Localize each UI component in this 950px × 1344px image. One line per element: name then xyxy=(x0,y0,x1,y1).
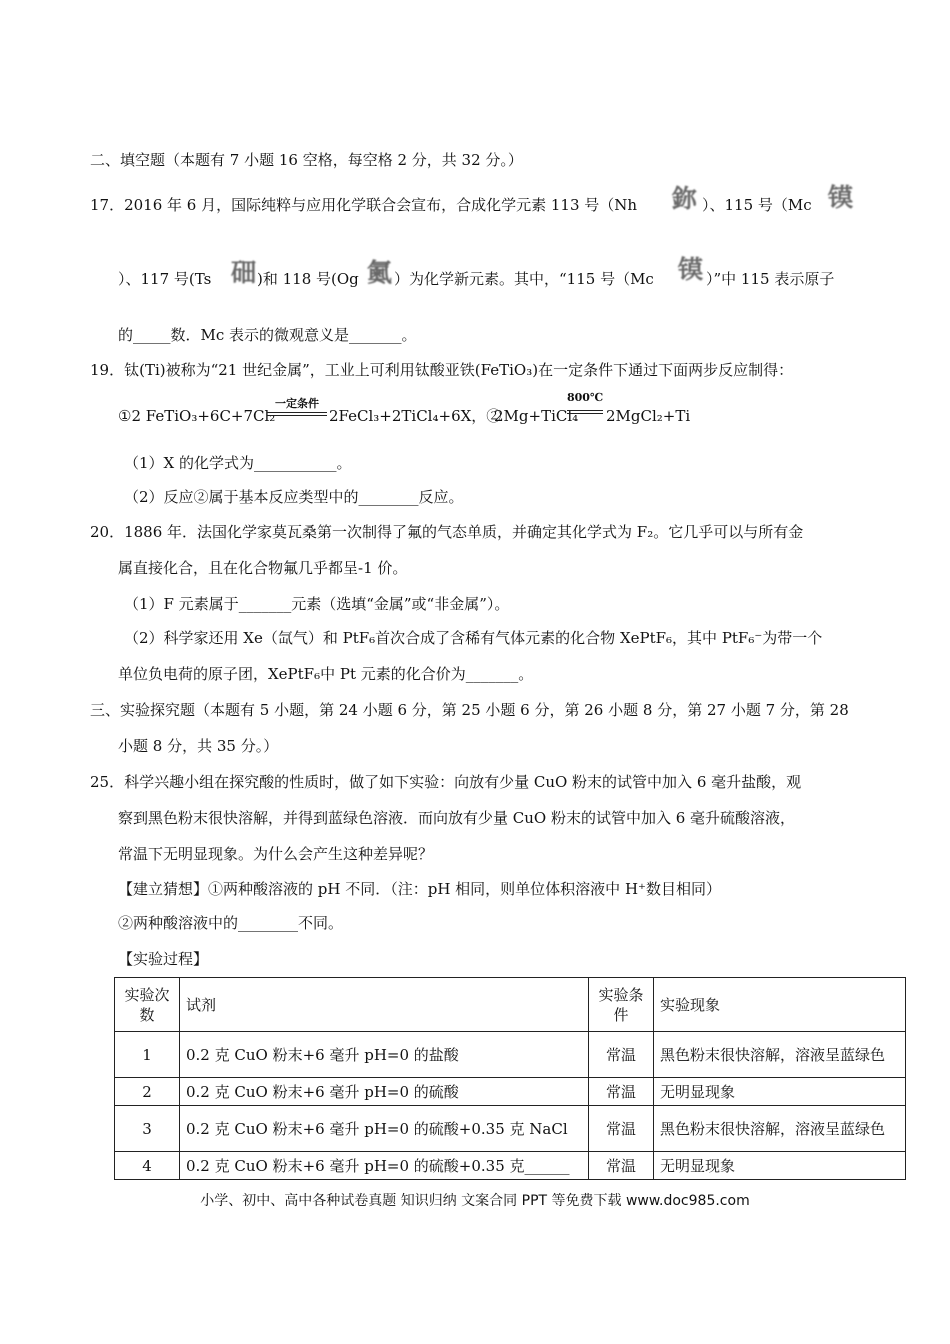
header-cell-phenomenon: 实验现象 xyxy=(654,978,906,1032)
q20-line1: 20．1886 年．法国化学家莫瓦桑第一次制得了氟的气态单质，并确定其化学式为 F₂。它几乎可以与所有金 xyxy=(90,523,804,541)
cell-phenomenon: 黑色粉末很快溶解，溶液呈蓝绿色 xyxy=(654,1106,906,1152)
table-row xyxy=(115,1032,906,1078)
q19-eq2-arrow xyxy=(567,410,603,414)
cell-reagent: 0.2 克 CuO 粉末+6 毫升 pH=0 的硫酸+0.35 克 NaCl xyxy=(180,1106,589,1152)
q17-line2-b: )和 118 号(Og xyxy=(257,270,359,288)
table-row xyxy=(115,1152,906,1180)
q17-line3: 的_____数．Mc 表示的微观意义是_______。 xyxy=(118,326,417,344)
q25-hypothesis2: ②两种酸溶液中的________不同。 xyxy=(118,914,344,932)
q17-line1-b: ）、115 号（Mc xyxy=(702,196,812,214)
q20-line2: 属直接化合，且在化合物氟几乎都呈-1 价。 xyxy=(118,559,408,577)
q17-line1-a: 17．2016 年 6 月，国际纯粹与应用化学联合会宣布，合成化学元素 113 号（Nh xyxy=(90,196,638,214)
section3-heading-line1: 三、实验探究题（本题有 5 小题，第 24 小题 6 分，第 25 小题 6 分，第 26 小题 8 分，第 27 小题 7 分，第 28 xyxy=(90,701,849,719)
cell-phenomenon: 黑色粉末很快溶解，溶液呈蓝绿色 xyxy=(654,1032,906,1078)
cell-trial: 2 xyxy=(115,1078,180,1106)
cell-condition: 常温 xyxy=(589,1032,654,1078)
section3-heading-line2: 小题 8 分，共 35 分。） xyxy=(118,737,279,755)
q25-hypothesis1: 【建立猜想】①两种酸溶液的 pH 不同．（注：pH 相同，则单位体积溶液中 H⁺数目相同） xyxy=(118,880,721,898)
q19-eq2-right: 2MgCl₂+Ti xyxy=(606,407,691,425)
q19-sub2: （2）反应②属于基本反应类型中的________反应。 xyxy=(124,488,464,506)
q17-line2-a: ）、117 号(Ts xyxy=(118,270,212,288)
element-115-glyph-2: 镆 xyxy=(678,255,704,284)
q19-eq2-left: 2Mg+TiCl₄ xyxy=(494,407,579,425)
table-row xyxy=(115,1078,906,1106)
cell-phenomenon: 无明显现象 xyxy=(654,1078,906,1106)
section2-heading: 二、填空题（本题有 7 小题 16 空格，每空格 2 分，共 32 分。） xyxy=(90,151,523,169)
cell-reagent: 0.2 克 CuO 粉末+6 毫升 pH=0 的硫酸 xyxy=(180,1078,589,1106)
q19-eq1-right: 2FeCl₃+2TiCl₄+6X，② xyxy=(329,407,502,425)
cell-condition: 常温 xyxy=(589,1078,654,1106)
cell-trial: 3 xyxy=(115,1106,180,1152)
cell-reagent: 0.2 克 CuO 粉末+6 毫升 pH=0 的硫酸+0.35 克______ xyxy=(180,1152,589,1180)
q17-line2-d: ）”中 115 表示原子 xyxy=(706,270,835,288)
cell-condition: 常温 xyxy=(589,1106,654,1152)
experiment-table xyxy=(114,977,906,1180)
q25-line2: 察到黑色粉末很快溶解，并得到蓝绿色溶液．而向放有少量 CuO 粉末的试管中加入 6 毫升硫酸溶液， xyxy=(118,809,796,827)
q20-sub1: （1）F 元素属于_______元素（选填“金属”或“非金属”）。 xyxy=(124,595,510,613)
cell-phenomenon: 无明显现象 xyxy=(654,1152,906,1180)
cell-reagent: 0.2 克 CuO 粉末+6 毫升 pH=0 的盐酸 xyxy=(180,1032,589,1078)
q19-sub1: （1）X 的化学式为___________。 xyxy=(124,454,352,472)
q19-intro: 19．钛(Ti)被称为“21 世纪金属”，工业上可利用钛酸亚铁(FeTiO₃)在一定条件下通过下面两步反应制得： xyxy=(90,361,794,379)
table-header-row xyxy=(115,978,906,1032)
q20-sub2-line2: 单位负电荷的原子团，XePtF₆中 Pt 元素的化合价为_______。 xyxy=(118,665,534,683)
cell-condition: 常温 xyxy=(589,1152,654,1180)
q19-eq2-condition xyxy=(567,392,603,414)
header-cell-reagent: 试剂 xyxy=(180,978,589,1032)
cell-trial: 4 xyxy=(115,1152,180,1180)
element-113-glyph: 鉨 xyxy=(672,184,698,213)
cell-trial: 1 xyxy=(115,1032,180,1078)
table-row xyxy=(115,1106,906,1152)
q19-eq1-left: ①2 FeTiO₃+6C+7Cl₂ xyxy=(118,407,276,425)
element-115-glyph: 镆 xyxy=(828,183,854,212)
q19-eq2-condition-label: 800℃ xyxy=(567,391,604,404)
q19-eq1-arrow xyxy=(267,412,327,416)
element-117-glyph: 鿬 xyxy=(231,258,257,287)
q17-line2-c: ）为化学新元素。其中，“115 号（Mc xyxy=(394,270,654,288)
header-cell-trial: 实验次数 xyxy=(115,978,180,1032)
q25-process-heading: 【实验过程】 xyxy=(118,950,209,968)
q19-eq1-condition xyxy=(267,398,327,416)
q20-sub2-line1: （2）科学家还用 Xe（氙气）和 PtF₆首次合成了含稀有气体元素的化合物 XePtF₆，其中 PtF₆⁻为带一个 xyxy=(124,629,823,647)
page-footer: 小学、初中、高中各种试卷真题 知识归纳 文案合同 PPT 等免费下载 www.doc985.com xyxy=(200,1193,750,1209)
q25-line3: 常温下无明显现象。为什么会产生这种差异呢？ xyxy=(118,845,434,863)
header-cell-condition: 实验条件 xyxy=(589,978,654,1032)
element-118-glyph: 鿫 xyxy=(367,258,393,287)
q19-eq1-condition-label: 一定条件 xyxy=(275,397,319,410)
q25-line1: 25．科学兴趣小组在探究酸的性质时，做了如下实验：向放有少量 CuO 粉末的试管中加入 6 毫升盐酸，观 xyxy=(90,773,802,791)
